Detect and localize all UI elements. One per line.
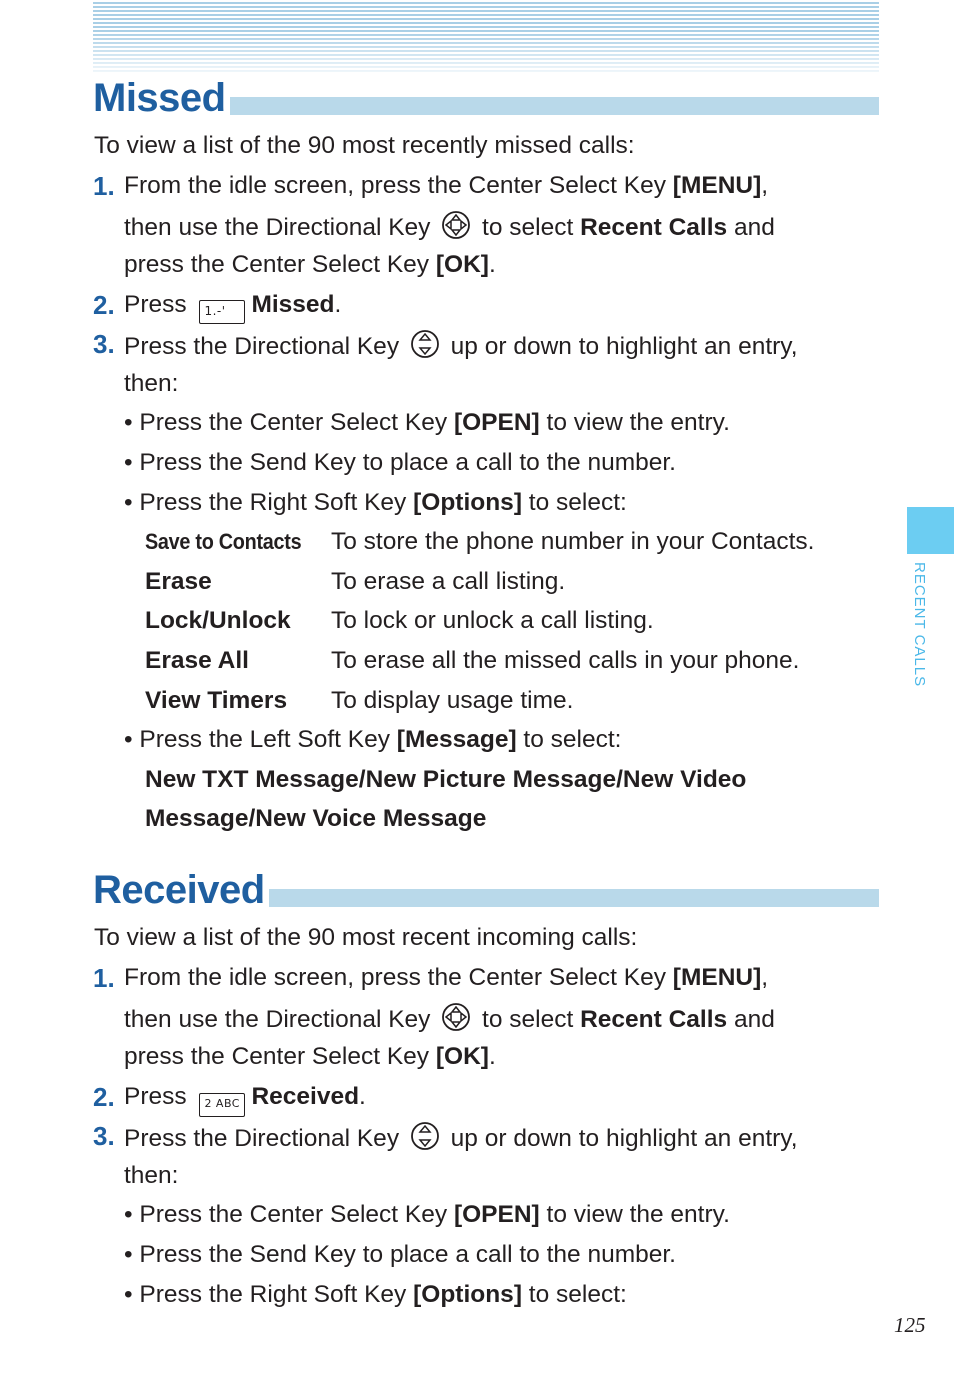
message-options-line1: New TXT Message/New Picture Message/New Video (145, 766, 747, 793)
missed-step2: Press 1.-' Missed. (124, 290, 341, 324)
missed-section-header (93, 72, 879, 120)
key-2-abc-icon: 2 ABC (199, 1093, 245, 1117)
missed-step3-line2: then: (124, 370, 179, 397)
missed-bullet-options: • Press the Right Soft Key [Options] to select: (124, 489, 627, 516)
top-decorative-band (93, 2, 879, 74)
missed-bullet-message: • Press the Left Soft Key [Message] to select: (124, 726, 622, 753)
directional-key-4way-icon (441, 1002, 471, 1040)
option-term: Save to Contacts (145, 529, 302, 554)
option-desc: To display usage time. (331, 687, 574, 714)
missed-step1-line1: From the idle screen, press the Center Select Key [MENU], (124, 172, 769, 199)
option-desc: To lock or unlock a call listing. (331, 607, 654, 634)
missed-title: Missed (93, 74, 230, 122)
missed-step1-line3: press the Center Select Key [OK]. (124, 251, 496, 278)
received-step1-number: 1. (93, 963, 115, 993)
directional-key-updown-icon (410, 1121, 440, 1159)
missed-intro: To view a list of the 90 most recently missed calls: (94, 132, 635, 159)
missed-step1-number: 1. (93, 171, 115, 201)
received-step2-number: 2. (93, 1082, 115, 1112)
missed-step2-number: 2. (93, 290, 115, 320)
received-bullet-send: • Press the Send Key to place a call to the number. (124, 1241, 676, 1268)
received-step1-line3: press the Center Select Key [OK]. (124, 1043, 496, 1070)
missed-step3-number: 3. (93, 329, 115, 359)
received-section-header (93, 864, 879, 912)
missed-step3-line1: Press the Directional Key up or down to highlight an entry, (124, 329, 798, 367)
received-step1-line1: From the idle screen, press the Center Select Key [MENU], (124, 964, 769, 991)
option-desc: To erase all the missed calls in your phone. (331, 647, 800, 674)
received-step3-line2: then: (124, 1162, 179, 1189)
received-intro: To view a list of the 90 most recent incoming calls: (94, 924, 638, 951)
received-title: Received (93, 866, 269, 914)
directional-key-updown-icon (410, 329, 440, 367)
missed-bullet-send: • Press the Send Key to place a call to the number. (124, 449, 676, 476)
received-step3-number: 3. (93, 1121, 115, 1151)
option-term: View Timers (145, 687, 288, 714)
received-bullet-options: • Press the Right Soft Key [Options] to select: (124, 1281, 627, 1308)
directional-key-4way-icon (441, 210, 471, 248)
chapter-side-label: RECENT CALLS (911, 562, 928, 688)
message-options-line2: Message/New Voice Message (145, 805, 487, 832)
option-term: Erase All (145, 647, 249, 674)
option-term: Erase (145, 568, 212, 595)
key-1-voicemail-icon: 1.-' (199, 300, 245, 324)
option-desc: To erase a call listing. (331, 568, 566, 595)
option-desc: To store the phone number in your Contacts. (331, 528, 815, 555)
option-term: Lock/Unlock (145, 607, 291, 634)
missed-bullet-open: • Press the Center Select Key [OPEN] to view the entry. (124, 409, 730, 436)
received-step2: Press 2 ABC Received. (124, 1082, 366, 1117)
chapter-tab (907, 507, 954, 554)
received-step1-line2: then use the Directional Key to select Recent Calls and (124, 1002, 775, 1040)
received-bullet-open: • Press the Center Select Key [OPEN] to view the entry. (124, 1201, 730, 1228)
missed-step1-line2: then use the Directional Key to select Recent Calls and (124, 210, 775, 248)
received-step3-line1: Press the Directional Key up or down to highlight an entry, (124, 1121, 798, 1159)
page-number: 125 (894, 1313, 926, 1337)
